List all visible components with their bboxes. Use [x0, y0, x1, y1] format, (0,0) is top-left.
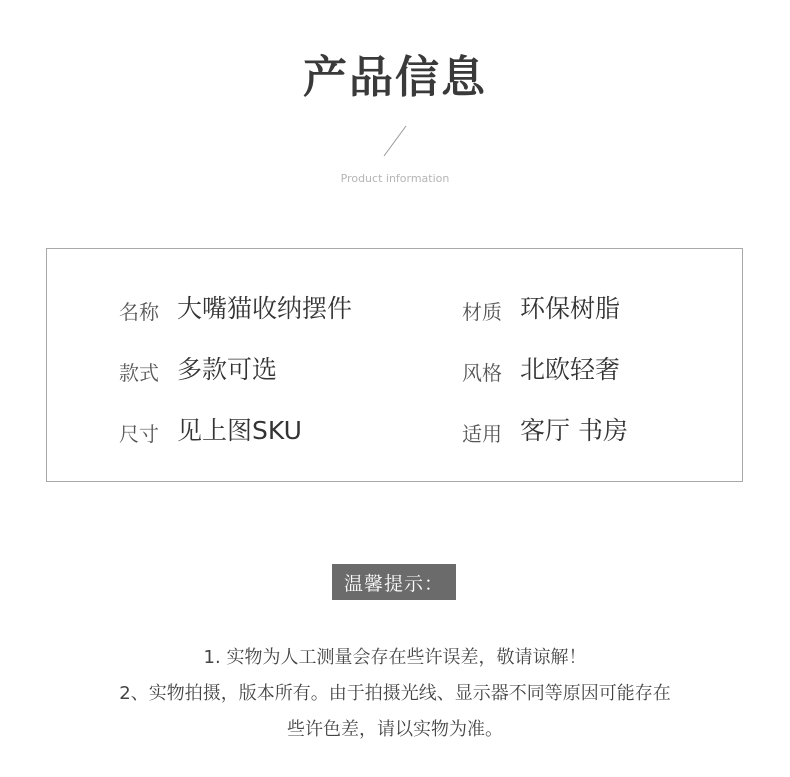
info-cell-usage — [462, 409, 628, 449]
product-info-table — [46, 248, 743, 482]
info-row — [47, 348, 742, 388]
tip-line: 些许色差，请以实物为准。 — [287, 719, 503, 740]
info-value: 北欧轻奢 — [520, 355, 621, 384]
info-value: 多款可选 — [177, 355, 278, 384]
info-label: 名称 — [119, 299, 159, 324]
info-cell-size — [119, 409, 302, 449]
info-row — [47, 287, 742, 327]
info-label: 适用 — [462, 421, 502, 446]
tips-badge: 温馨提示： — [332, 564, 456, 600]
tip-line: 2、实物拍摄，版本所有。由于拍摄光线、显示器不同等原因可能存在 — [119, 683, 671, 704]
info-label: 材质 — [462, 299, 502, 324]
tip-line: 1. 实物为人工测量会存在些许误差，敬请谅解！ — [203, 647, 587, 668]
info-row — [47, 409, 742, 449]
info-value: 大嘴猫收纳摆件 — [177, 294, 353, 323]
info-value: 环保树脂 — [520, 294, 621, 323]
info-cell-style — [119, 348, 277, 388]
info-value: 见上图SKU — [177, 416, 302, 445]
divider-slash-icon — [380, 124, 410, 158]
info-cell-name — [119, 287, 352, 327]
info-cell-material — [462, 287, 620, 327]
info-label: 尺寸 — [119, 421, 159, 446]
page-subtitle: Product information — [340, 172, 450, 185]
info-label: 款式 — [119, 360, 159, 385]
page-title: 产品信息 — [303, 52, 487, 103]
info-value: 客厅 书房 — [520, 416, 628, 445]
info-label: 风格 — [462, 360, 502, 385]
tips-text — [0, 640, 790, 748]
info-cell-design — [462, 348, 620, 388]
